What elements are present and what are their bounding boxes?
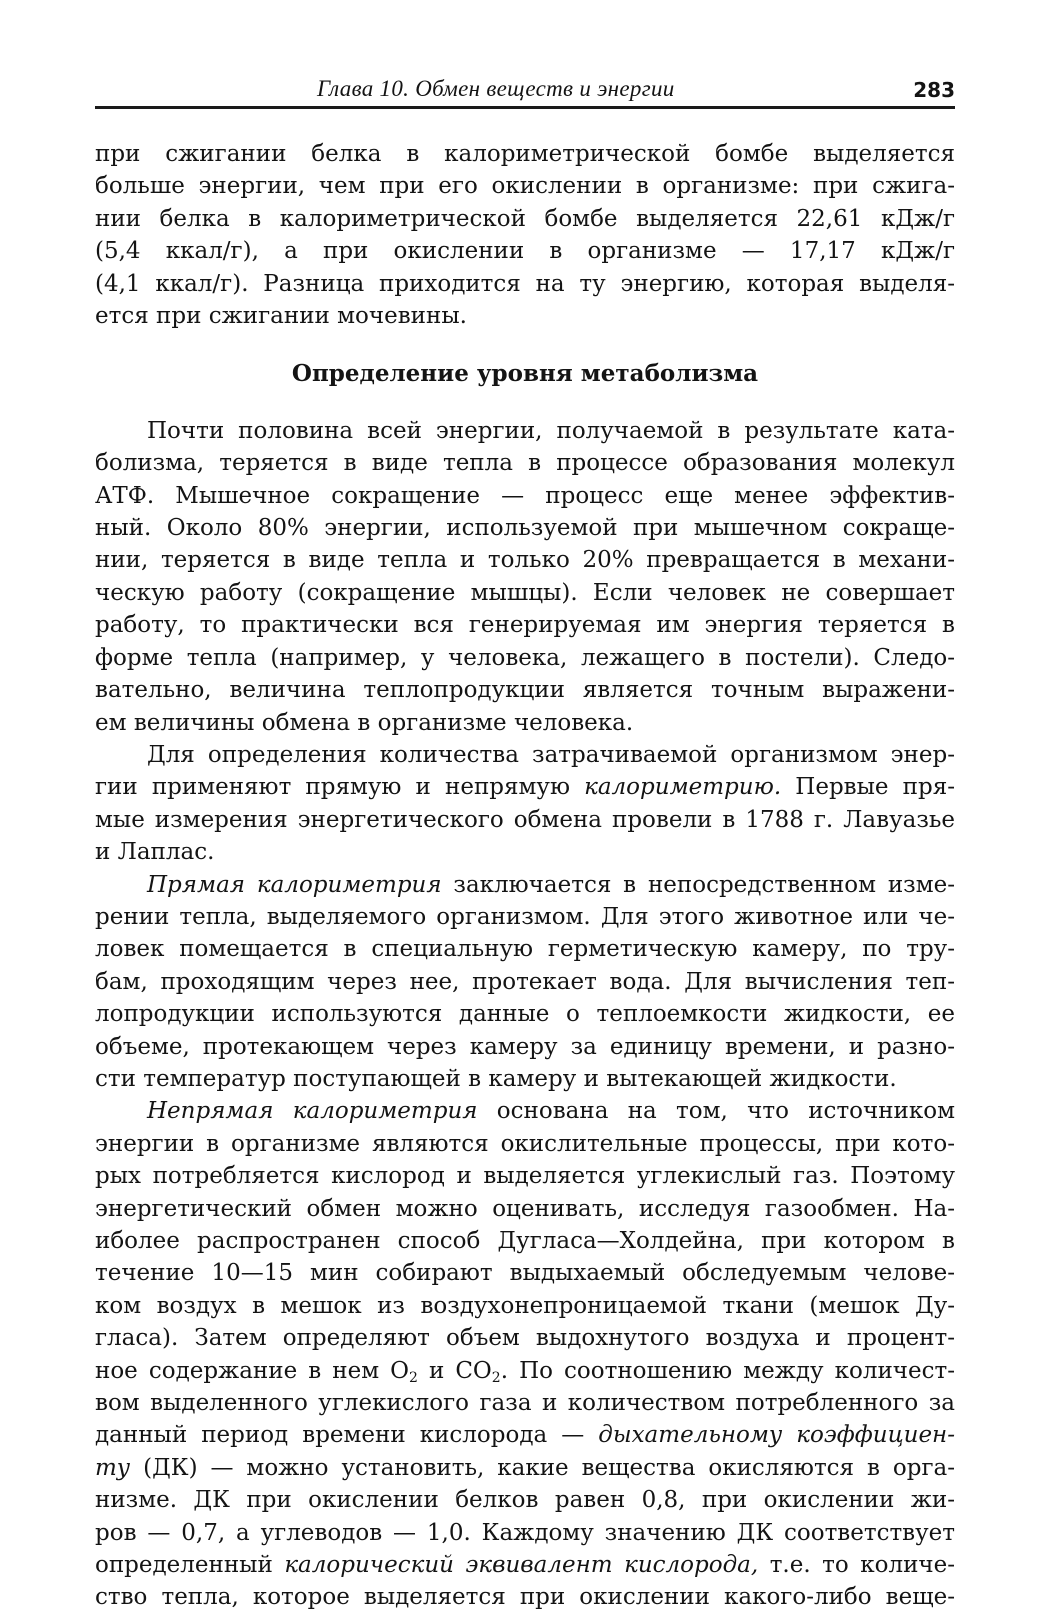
text-line: сти температур поступающей в камеру и вытекающей жидкости. xyxy=(95,1065,897,1092)
text-line xyxy=(95,1549,955,1581)
text-line: мые измерения энергетического обмена провели в 1788 г. Лавуазье xyxy=(95,806,955,833)
text-line: нии, теряется в виде тепла и только 20% превращается в механи- xyxy=(95,547,955,574)
text-line: рых потребляется кислород и выделяется углекислый газ. Поэтому xyxy=(95,1163,955,1190)
text-run: (ДК) — можно установить, какие вещества окисляются в орга- xyxy=(130,1454,955,1481)
text-line xyxy=(95,1355,955,1387)
paragraph xyxy=(95,1095,955,1614)
running-header xyxy=(95,72,955,109)
text-line xyxy=(95,869,955,901)
text-line: вательно, величина теплопродукции является точным выражени- xyxy=(95,677,955,704)
text-line xyxy=(95,1095,955,1127)
text-run: гии применяют прямую и непрямую xyxy=(95,774,585,801)
emphasis-term: Непрямая калориметрия xyxy=(147,1098,478,1125)
text-line: ем величины обмена в организме человека. xyxy=(95,709,634,736)
text-line: ческую работу (сокращение мышцы). Если человек не совершает xyxy=(95,579,955,606)
text-line: ство тепла, которое выделяется при окислении какого-либо веще- xyxy=(95,1584,955,1611)
section-heading: Определение уровня метаболизма xyxy=(291,360,759,388)
text-run: и CO xyxy=(417,1357,492,1384)
text-line: форме тепла (например, у человека, лежащего в постели). Следо- xyxy=(95,644,955,671)
page-number: 283 xyxy=(913,78,955,102)
text-line: ров — 0,7, а углеводов — 1,0. Каждому значению ДК соответствует xyxy=(95,1519,955,1546)
text-line: АТФ. Мышечное сокращение — процесс еще менее эффектив- xyxy=(95,482,955,509)
text-run: . По соотношению между количест- xyxy=(500,1357,955,1384)
running-title: Глава 10. Обмен веществ и энергии xyxy=(317,76,675,101)
paragraph xyxy=(95,739,955,869)
text-run: определенный xyxy=(95,1552,285,1579)
emphasis-term: дыхательному коэффициен- xyxy=(598,1422,955,1449)
text-run: данный период времени кислорода — xyxy=(95,1422,599,1449)
text-line: энергии в организме являются окислительные процессы, при кото- xyxy=(95,1130,955,1157)
paragraph xyxy=(95,415,955,739)
text-run: ное содержание в нем O xyxy=(95,1357,409,1384)
text-line: объеме, протекающем через камеру за единицу времени, и разно- xyxy=(95,1033,955,1060)
text-line: нии белка в калориметрической бомбе выделяется 22,61 кДж/г xyxy=(95,205,955,232)
text-line: рении тепла, выделяемого организмом. Для этого животное или че- xyxy=(95,903,955,930)
paragraph xyxy=(95,869,955,1096)
text-line: больше энергии, чем при его окислении в организме: при сжига- xyxy=(95,173,955,200)
text-run: Первые пря- xyxy=(781,774,955,801)
text-line: течение 10—15 мин собирают выдыхаемый обследуемым челове- xyxy=(95,1260,955,1287)
emphasis-term: ту xyxy=(95,1454,131,1481)
body-text xyxy=(95,138,955,1614)
text-line xyxy=(95,1419,955,1451)
text-line: и Лаплас. xyxy=(95,839,215,866)
text-line: энергетический обмен можно оценивать, исследуя газообмен. На- xyxy=(95,1195,955,1222)
text-line: Для определения количества затрачиваемой организмом энер- xyxy=(147,741,955,768)
text-run: основана на том, что источником xyxy=(477,1098,955,1125)
text-line: ный. Около 80% энергии, используемой при мышечном сокраще- xyxy=(95,515,955,542)
text-line: лопродукции используются данные о теплоемкости жидкости, ее xyxy=(95,1001,955,1028)
text-run: т.е. то количе- xyxy=(758,1552,955,1579)
text-line xyxy=(95,1452,955,1484)
text-line: гласа). Затем определяют объем выдохнутого воздуха и процент- xyxy=(95,1325,955,1352)
text-line: (4,1 ккал/г). Разница приходится на ту энергию, которая выделя- xyxy=(95,270,955,297)
text-run: заключается в непосредственном изме- xyxy=(441,871,956,898)
text-line: при сжигании белка в калориметрической бомбе выделяется xyxy=(95,141,955,167)
paragraph xyxy=(95,138,955,332)
text-line: Почти половина всей энергии, получаемой в результате ката- xyxy=(147,417,955,444)
text-line xyxy=(95,771,955,803)
emphasis-term: Прямая калориметрия xyxy=(147,871,442,898)
text-line: работу, то практически вся генерируемая им энергия теряется в xyxy=(95,612,955,639)
subscript: 2 xyxy=(491,1369,501,1386)
text-line: бам, проходящим через нее, протекает вода. Для вычисления теп- xyxy=(95,968,955,995)
text-line: ется при сжигании мочевины. xyxy=(95,303,467,330)
text-line: ком воздух в мешок из воздухонепроницаемой ткани (мешок Ду- xyxy=(95,1292,955,1319)
text-line: иболее распространен способ Дугласа—Холдейна, при котором в xyxy=(95,1228,955,1254)
text-line: вом выделенного углекислого газа и количеством потребленного за xyxy=(95,1390,955,1417)
emphasis-term: калориметрию. xyxy=(584,774,782,801)
emphasis-term: калорический эквивалент кислорода, xyxy=(284,1552,759,1579)
text-line: (5,4 ккал/г), а при окислении в организме — 17,17 кДж/г xyxy=(95,238,955,265)
subscript: 2 xyxy=(408,1369,418,1386)
text-line: болизма, теряется в виде тепла в процессе образования молекул xyxy=(95,450,955,477)
text-line: низме. ДК при окислении белков равен 0,8, при окислении жи- xyxy=(95,1487,955,1514)
text-line: ловек помещается в специальную герметическую камеру, по тру- xyxy=(95,936,955,963)
